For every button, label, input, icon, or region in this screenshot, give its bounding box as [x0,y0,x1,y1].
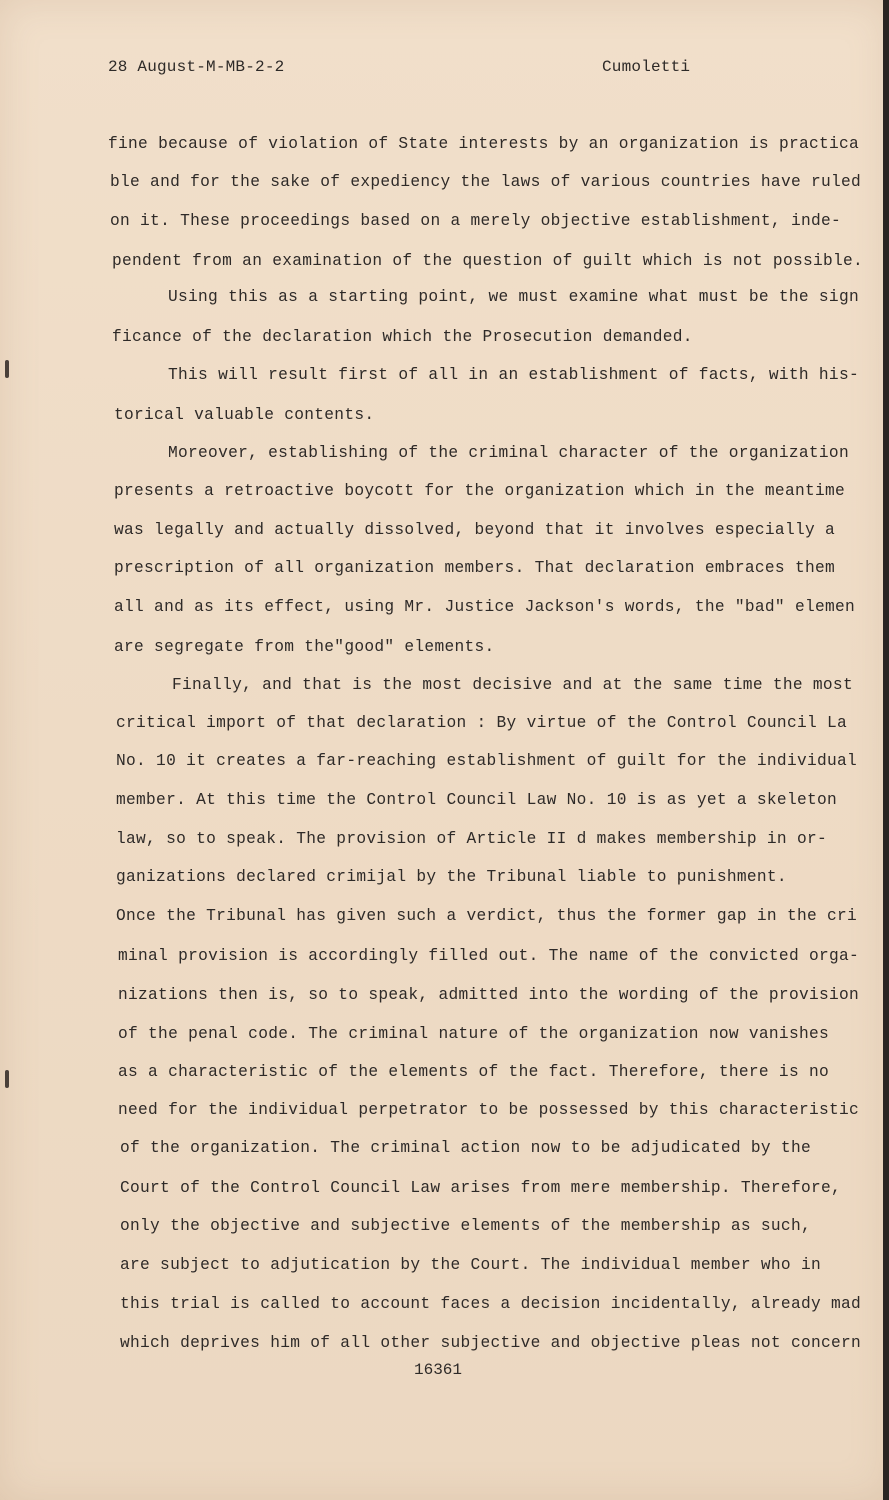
text-line: of the penal code. The criminal nature of the organization now vanishes [118,1025,829,1043]
text-line: member. At this time the Control Council Law No. 10 is as yet a skeleton [116,791,838,809]
text-line: Once the Tribunal has given such a verdict, thus the former gap in the cri [116,907,858,925]
text-line: prescription of all organization members. That declaration embraces them [114,559,836,577]
text-line: Finally, and that is the most decisive and at the same time the most [172,676,853,694]
text-line: as a characteristic of the elements of the fact. Therefore, there is no [118,1063,829,1081]
text-line: need for the individual perpetrator to be possessed by this characteristic [118,1101,860,1119]
header-name: Cumoletti [602,58,691,76]
text-line: are segregate from the"good" elements. [114,638,495,656]
text-line: ble and for the sake of expediency the laws of various countries have ruled [110,173,862,191]
text-line: all and as its effect, using Mr. Justice Jackson's words, the "bad" elemen [114,598,856,616]
text-line: presents a retroactive boycott for the organization which in the meantime [114,482,846,500]
text-line: ganizations declared crimijal by the Tribunal liable to punishment. [116,868,787,886]
text-line: which deprives him of all other subjective and objective pleas not concern [120,1334,862,1352]
text-line: on it. These proceedings based on a merely objective establishment, inde- [110,212,842,230]
text-line: only the objective and subjective elements of the membership as such, [120,1217,811,1235]
text-line: Using this as a starting point, we must examine what must be the sign [168,288,859,306]
text-line: critical import of that declaration : By virtue of the Control Council La [116,714,848,732]
text-line: was legally and actually dissolved, beyond that it involves especially a [114,521,836,539]
text-line: this trial is called to account faces a decision incidentally, already mad [120,1295,862,1313]
text-line: No. 10 it creates a far-reaching establishment of guilt for the individual [116,752,858,770]
text-line: are subject to adjutication by the Court. The individual member who in [120,1256,821,1274]
text-line: Moreover, establishing of the criminal character of the organization [168,444,849,462]
text-line: of the organization. The criminal action now to be adjudicated by the [120,1139,811,1157]
text-line: nizations then is, so to speak, admitted into the wording of the provision [118,986,860,1004]
text-line: Court of the Control Council Law arises from mere membership. Therefore, [120,1179,842,1197]
text-line: pendent from an examination of the question of guilt which is not possible. [112,252,864,270]
text-line: torical valuable contents. [114,406,375,424]
text-line: fine because of violation of State interests by an organization is practica [108,135,860,153]
text-line: minal provision is accordingly filled out. The name of the convicted orga- [118,947,860,965]
header-reference: 28 August-M-MB-2-2 [108,58,285,76]
text-line: ficance of the declaration which the Prosecution demanded. [112,328,693,346]
text-line: law, so to speak. The provision of Article II d makes membership in or- [116,830,827,848]
text-line: This will result first of all in an establishment of facts, with his- [168,366,859,384]
page-number: 16361 [414,1361,463,1379]
